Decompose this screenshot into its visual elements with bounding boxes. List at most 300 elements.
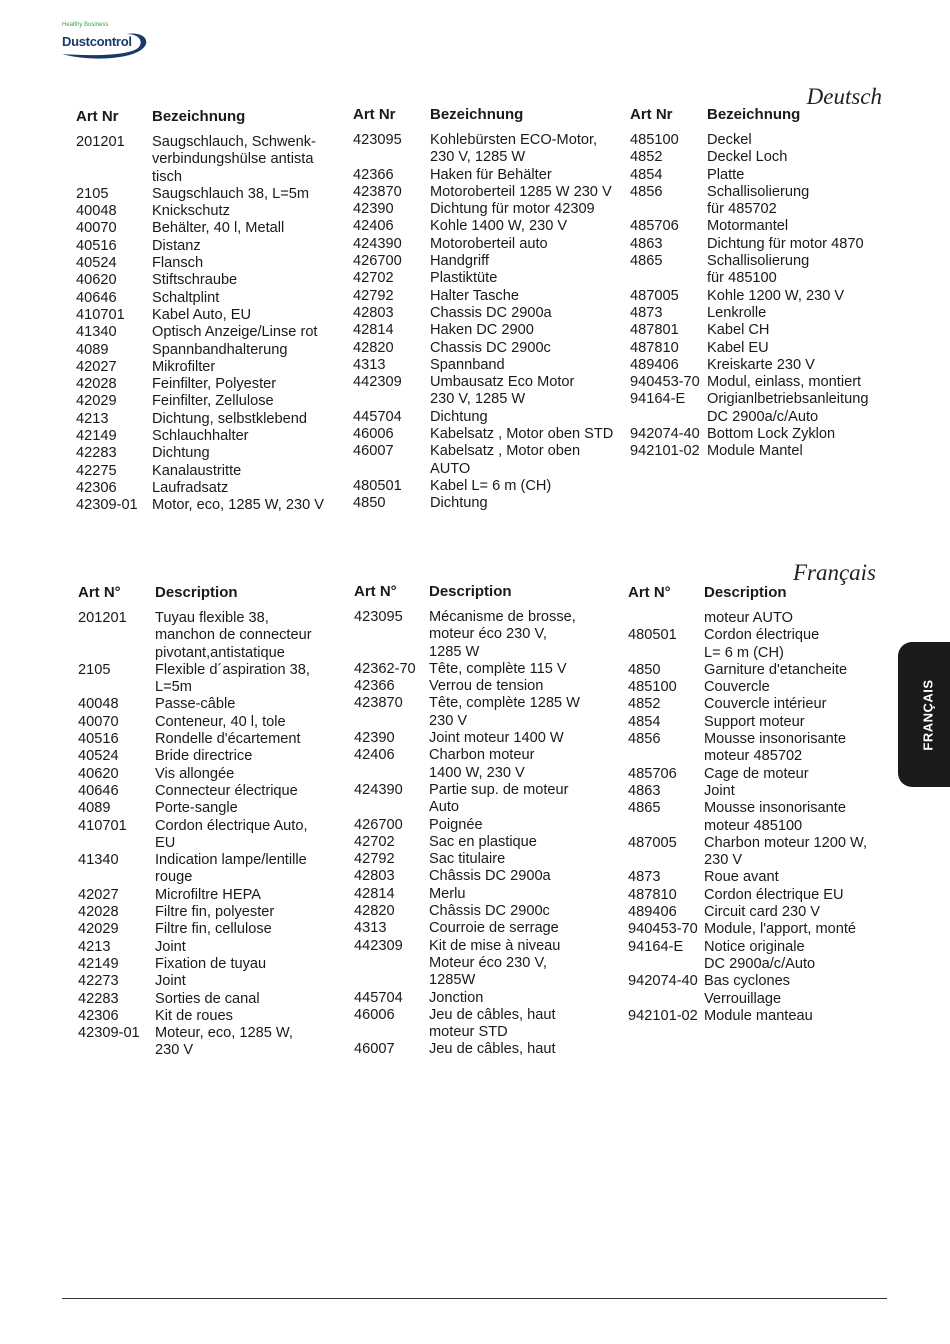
section-title-francais: Français bbox=[792, 560, 876, 585]
parts-row bbox=[628, 696, 890, 713]
parts-row bbox=[354, 886, 626, 903]
art-number: 445704 bbox=[353, 408, 402, 425]
art-number: 42814 bbox=[354, 885, 395, 902]
part-description: Garniture d'etancheite bbox=[704, 661, 848, 678]
part-description: Poignée bbox=[429, 816, 483, 833]
parts-row bbox=[76, 324, 346, 341]
part-description: Spannbandhalterung bbox=[152, 341, 288, 358]
parts-row bbox=[354, 903, 626, 920]
parts-row bbox=[353, 167, 629, 184]
art-number: 40070 bbox=[76, 220, 117, 237]
parts-row bbox=[76, 307, 346, 324]
part-description: Connecteur électrique bbox=[155, 782, 298, 799]
art-number: 46007 bbox=[354, 1041, 395, 1058]
parts-row bbox=[354, 868, 626, 885]
parts-row bbox=[353, 270, 629, 287]
part-description: Behälter, 40 l, Metall bbox=[152, 220, 285, 237]
header-art-number: Art Nr bbox=[353, 106, 396, 123]
header-art-number: Art N° bbox=[354, 583, 397, 600]
part-description: Module manteau bbox=[704, 1007, 813, 1024]
parts-row bbox=[353, 322, 629, 339]
art-number: 40620 bbox=[76, 272, 117, 289]
part-description: Kabel CH bbox=[707, 322, 770, 339]
part-description: Filtre fin, polyester bbox=[155, 904, 275, 921]
parts-list bbox=[628, 610, 890, 1025]
parts-row bbox=[76, 480, 346, 497]
art-number: 487801 bbox=[630, 322, 679, 339]
art-number: 42273 bbox=[78, 973, 119, 990]
art-number: 442309 bbox=[354, 937, 403, 954]
part-description: Kohle 1400 W, 230 V bbox=[430, 218, 568, 235]
parts-row bbox=[78, 800, 346, 817]
parts-row bbox=[628, 766, 890, 783]
art-number: 4856 bbox=[630, 183, 663, 200]
art-number: 42366 bbox=[354, 678, 395, 695]
art-number: 487810 bbox=[630, 339, 679, 356]
art-number: 942074-40 bbox=[628, 973, 698, 990]
parts-row bbox=[353, 305, 629, 322]
part-description: Charbon moteur 1200 W, 230 V bbox=[704, 834, 868, 869]
art-number: 2105 bbox=[76, 185, 109, 202]
part-description: Sac en plastique bbox=[429, 833, 537, 850]
part-description: Jeu de câbles, haut bbox=[429, 1041, 556, 1058]
part-description: Merlu bbox=[429, 885, 466, 902]
logo-brand: Dustcontrol bbox=[62, 34, 132, 49]
parts-row bbox=[78, 748, 346, 765]
part-description: Notice originale DC 2900a/c/Auto bbox=[704, 938, 816, 972]
part-description: Châssis DC 2900a bbox=[429, 868, 551, 885]
art-number: 42702 bbox=[354, 833, 395, 850]
art-number: 4856 bbox=[628, 731, 661, 748]
header-art-number: Art Nr bbox=[76, 108, 119, 125]
parts-row bbox=[354, 1041, 626, 1058]
art-number: 4213 bbox=[76, 410, 109, 427]
parts-row bbox=[628, 835, 890, 870]
part-description: Knickschutz bbox=[152, 203, 230, 220]
part-description: Fixation de tuyau bbox=[155, 955, 267, 972]
parts-row bbox=[78, 783, 346, 800]
art-number: 4854 bbox=[628, 713, 661, 730]
art-number: 4852 bbox=[630, 149, 663, 166]
art-number: 40620 bbox=[78, 765, 119, 782]
art-number: 42406 bbox=[353, 218, 394, 235]
part-description: Motoroberteil 1285 W 230 V bbox=[430, 183, 612, 200]
art-number: 942101-02 bbox=[630, 443, 700, 460]
art-number: 940453-70 bbox=[628, 921, 698, 938]
section-title-deutsch: Deutsch bbox=[806, 84, 882, 109]
parts-row bbox=[354, 938, 626, 990]
part-description: Jeu de câbles, haut moteur STD bbox=[429, 1006, 556, 1041]
parts-row bbox=[76, 342, 346, 359]
parts-row bbox=[354, 1007, 626, 1042]
part-description: Indication lampe/lentille rouge bbox=[155, 852, 307, 886]
parts-row bbox=[78, 696, 346, 713]
parts-row bbox=[76, 203, 346, 220]
parts-row bbox=[630, 357, 888, 374]
part-description: Schallisolierung für 485100 bbox=[707, 253, 810, 287]
art-number: 424390 bbox=[354, 781, 403, 798]
art-number: 94164-E bbox=[630, 391, 686, 408]
parts-row bbox=[628, 921, 890, 938]
art-number: 40646 bbox=[78, 782, 119, 799]
art-number: 42027 bbox=[78, 886, 119, 903]
footer-divider bbox=[62, 1298, 887, 1299]
parts-row bbox=[76, 376, 346, 393]
part-description: Platte bbox=[707, 166, 745, 183]
art-number: 4313 bbox=[353, 356, 386, 373]
part-description: Moteur, eco, 1285 W, 230 V bbox=[155, 1025, 293, 1059]
parts-row bbox=[353, 201, 629, 218]
parts-row bbox=[76, 220, 346, 237]
logo-tagline: Healthy Business bbox=[62, 22, 109, 28]
art-number: 42027 bbox=[76, 358, 117, 375]
parts-row bbox=[628, 731, 890, 766]
parts-row bbox=[354, 661, 626, 678]
parts-row bbox=[78, 904, 346, 921]
column-header bbox=[628, 584, 890, 606]
part-description: Schlauchhalter bbox=[152, 428, 249, 445]
parts-row bbox=[78, 921, 346, 938]
parts-row bbox=[353, 495, 629, 512]
parts-row bbox=[78, 973, 346, 990]
part-description: Kanalaustritte bbox=[152, 462, 242, 479]
art-number: 4089 bbox=[78, 800, 111, 817]
art-number: 94164-E bbox=[628, 938, 684, 955]
part-description: Mousse insonorisante moteur 485100 bbox=[704, 800, 846, 834]
art-number: 426700 bbox=[354, 816, 403, 833]
part-description: Rondelle d'écartement bbox=[155, 731, 301, 748]
dustcontrol-logo bbox=[60, 22, 152, 58]
part-description: Porte-sangle bbox=[155, 800, 238, 817]
parts-row bbox=[78, 939, 346, 956]
parts-row bbox=[630, 443, 888, 460]
art-number: 42275 bbox=[76, 462, 117, 479]
parts-row bbox=[628, 679, 890, 696]
parts-list bbox=[630, 132, 888, 461]
column-header bbox=[630, 106, 888, 128]
part-description: Saugschlauch 38, L=5m bbox=[152, 185, 309, 202]
art-number: 485100 bbox=[630, 132, 679, 148]
art-number: 46006 bbox=[354, 1006, 395, 1023]
parts-row bbox=[630, 167, 888, 184]
part-description: Plastiktüte bbox=[430, 270, 498, 287]
parts-list bbox=[354, 609, 626, 1059]
parts-row bbox=[76, 428, 346, 445]
art-number: 4865 bbox=[628, 800, 661, 817]
parts-row bbox=[78, 1025, 346, 1060]
parts-row bbox=[354, 678, 626, 695]
art-number: 201201 bbox=[76, 134, 125, 150]
part-description: Chassis DC 2900a bbox=[430, 304, 552, 321]
header-description: Description bbox=[429, 583, 512, 600]
art-number: 41340 bbox=[78, 852, 119, 869]
part-description: Dichtung bbox=[430, 495, 488, 512]
parts-row bbox=[353, 184, 629, 201]
parts-row bbox=[78, 818, 346, 853]
art-number: 485706 bbox=[630, 218, 679, 235]
art-number: 42283 bbox=[78, 990, 119, 1007]
part-description: Kit de mise à niveau Moteur éco 230 V, 1285W bbox=[429, 937, 561, 989]
art-number: 4850 bbox=[353, 495, 386, 512]
header-art-number: Art N° bbox=[78, 584, 121, 601]
art-number: 42390 bbox=[354, 730, 395, 747]
art-number: 40048 bbox=[78, 696, 119, 713]
parts-row bbox=[78, 887, 346, 904]
parts-row bbox=[628, 939, 890, 974]
art-number: 942101-02 bbox=[628, 1007, 698, 1024]
art-number: 445704 bbox=[354, 989, 403, 1006]
part-description: Mousse insonorisante moteur 485702 bbox=[704, 731, 846, 765]
art-number: 42803 bbox=[353, 304, 394, 321]
part-description: Feinfilter, Polyester bbox=[152, 376, 277, 393]
art-number: 4852 bbox=[628, 696, 661, 713]
art-number: 40524 bbox=[76, 255, 117, 272]
parts-row bbox=[76, 186, 346, 203]
parts-row bbox=[76, 238, 346, 255]
part-description: moteur AUTO bbox=[704, 610, 793, 626]
parts-row bbox=[630, 184, 888, 219]
parts-row bbox=[78, 662, 346, 697]
part-description: Partie sup. de moteur Auto bbox=[429, 781, 569, 816]
part-description: Umbausatz Eco Motor 230 V, 1285 W bbox=[430, 374, 575, 408]
part-description: Motormantel bbox=[707, 218, 789, 235]
parts-row bbox=[353, 253, 629, 270]
parts-row bbox=[354, 609, 626, 661]
art-number: 487810 bbox=[628, 886, 677, 903]
parts-row bbox=[354, 834, 626, 851]
part-description: Dichtung, selbstklebend bbox=[152, 410, 307, 427]
art-number: 485706 bbox=[628, 765, 677, 782]
art-number: 2105 bbox=[78, 661, 111, 678]
art-number: 4850 bbox=[628, 661, 661, 678]
parts-row bbox=[353, 357, 629, 374]
part-description: Cordon électrique L= 6 m (CH) bbox=[704, 627, 820, 661]
parts-row bbox=[76, 411, 346, 428]
column-header bbox=[76, 108, 346, 130]
part-description: Roue avant bbox=[704, 869, 779, 886]
part-description: Sac titulaire bbox=[429, 851, 506, 868]
part-description: Kabelsatz , Motor oben AUTO bbox=[430, 443, 581, 477]
part-description: Saugschlauch, Schwenk- verbindungshülse antista tisch bbox=[152, 134, 316, 185]
parts-row bbox=[76, 290, 346, 307]
part-description: Kohle 1200 W, 230 V bbox=[707, 287, 845, 304]
part-description: Dichtung bbox=[430, 408, 488, 425]
parts-row bbox=[353, 236, 629, 253]
parts-row bbox=[353, 374, 629, 409]
part-description: Dichtung für motor 4870 bbox=[707, 235, 864, 252]
art-number: 487005 bbox=[628, 834, 677, 851]
part-description: Joint bbox=[155, 973, 186, 990]
parts-row bbox=[628, 610, 890, 627]
parts-row bbox=[628, 887, 890, 904]
art-number: 4865 bbox=[630, 253, 663, 270]
parts-row bbox=[354, 747, 626, 782]
parts-row bbox=[353, 478, 629, 495]
parts-row bbox=[76, 497, 346, 514]
parts-row bbox=[628, 904, 890, 921]
art-number: 942074-40 bbox=[630, 426, 700, 443]
part-description: Motor, eco, 1285 W, 230 V bbox=[152, 497, 324, 514]
part-description: Kohlebürsten ECO-Motor, 230 V, 1285 W bbox=[430, 132, 598, 166]
art-number: 485100 bbox=[628, 679, 677, 696]
art-number: 40516 bbox=[78, 731, 119, 748]
art-number: 42149 bbox=[76, 428, 117, 445]
art-number: 46007 bbox=[353, 443, 394, 460]
art-number: 4873 bbox=[628, 869, 661, 886]
art-number: 42306 bbox=[78, 1007, 119, 1024]
part-description: Laufradsatz bbox=[152, 479, 229, 496]
part-description: Module, l'apport, monté bbox=[704, 921, 857, 938]
part-description: Joint moteur 1400 W bbox=[429, 730, 564, 747]
part-description: Bride directrice bbox=[155, 748, 253, 765]
part-description: Verrou de tension bbox=[429, 678, 544, 695]
part-description: Cage de moteur bbox=[704, 765, 809, 782]
parts-row bbox=[78, 956, 346, 973]
art-number: 424390 bbox=[353, 235, 402, 252]
part-description: Module Mantel bbox=[707, 443, 803, 460]
part-description: Dichtung bbox=[152, 445, 210, 462]
part-description: Conteneur, 40 l, tole bbox=[155, 713, 286, 730]
part-description: Châssis DC 2900c bbox=[429, 903, 550, 920]
art-number: 4854 bbox=[630, 166, 663, 183]
language-tab-francais bbox=[898, 642, 950, 787]
art-number: 940453-70 bbox=[630, 374, 700, 391]
parts-row bbox=[630, 322, 888, 339]
parts-row bbox=[78, 714, 346, 731]
part-description: Couvercle bbox=[704, 679, 770, 696]
parts-row bbox=[76, 445, 346, 462]
part-description: Flexible d´aspiration 38, L=5m bbox=[155, 661, 310, 696]
part-description: Cordon électrique EU bbox=[704, 886, 844, 903]
art-number: 42814 bbox=[353, 322, 394, 339]
art-number: 42309-01 bbox=[78, 1025, 140, 1042]
part-description: Modul, einlass, montiert bbox=[707, 374, 862, 391]
art-number: 42362-70 bbox=[354, 660, 416, 677]
header-art-number: Art Nr bbox=[630, 106, 673, 123]
header-description: Bezeichnung bbox=[430, 106, 524, 123]
parts-row bbox=[630, 253, 888, 288]
parts-row bbox=[353, 288, 629, 305]
parts-row bbox=[76, 255, 346, 272]
part-description: Jonction bbox=[429, 989, 484, 1006]
art-number: 410701 bbox=[76, 306, 125, 323]
parts-row bbox=[628, 869, 890, 886]
part-description: Dichtung für motor 42309 bbox=[430, 201, 595, 218]
art-number: 46006 bbox=[353, 426, 394, 443]
art-number: 4089 bbox=[76, 341, 109, 358]
part-description: Tête, complète 115 V bbox=[429, 660, 567, 677]
part-description: Sorties de canal bbox=[155, 990, 260, 1007]
parts-row bbox=[630, 426, 888, 443]
parts-row bbox=[78, 1008, 346, 1025]
column-header bbox=[353, 106, 629, 128]
parts-list bbox=[76, 134, 346, 515]
part-description: Microfiltre HEPA bbox=[155, 886, 261, 903]
part-description: Origianlbetriebsanleitung DC 2900a/c/Auto bbox=[707, 391, 869, 425]
part-description: Circuit card 230 V bbox=[704, 904, 820, 921]
part-description: Kit de roues bbox=[155, 1007, 233, 1024]
art-number: 4313 bbox=[354, 920, 387, 937]
art-number: 480501 bbox=[628, 627, 677, 644]
parts-row bbox=[353, 340, 629, 357]
art-number: 426700 bbox=[353, 253, 402, 270]
part-description: Motoroberteil auto bbox=[430, 235, 548, 252]
part-description: Mécanisme de brosse, moteur éco 230 V, 1285 W bbox=[429, 609, 576, 660]
column-header bbox=[354, 583, 626, 605]
art-number: 42820 bbox=[353, 339, 394, 356]
parts-row bbox=[354, 695, 626, 730]
parts-row bbox=[630, 149, 888, 166]
art-number: 4863 bbox=[628, 782, 661, 799]
art-number: 423870 bbox=[353, 183, 402, 200]
art-number: 423870 bbox=[354, 695, 403, 712]
art-number: 480501 bbox=[353, 477, 402, 494]
parts-row bbox=[630, 340, 888, 357]
language-tab-label: FRANÇAIS bbox=[920, 678, 936, 751]
parts-row bbox=[354, 782, 626, 817]
parts-row bbox=[76, 463, 346, 480]
header-art-number: Art N° bbox=[628, 584, 671, 601]
part-description: Haken für Behälter bbox=[430, 166, 552, 183]
part-description: Charbon moteur 1400 W, 230 V bbox=[429, 747, 535, 781]
part-description: Joint bbox=[155, 938, 186, 955]
parts-row bbox=[76, 272, 346, 289]
parts-row bbox=[76, 359, 346, 376]
art-number: 442309 bbox=[353, 374, 402, 391]
art-number: 42366 bbox=[353, 166, 394, 183]
part-description: Kabel Auto, EU bbox=[152, 306, 251, 323]
parts-row bbox=[76, 134, 346, 186]
art-number: 410701 bbox=[78, 817, 127, 834]
parts-row bbox=[630, 288, 888, 305]
art-number: 42702 bbox=[353, 270, 394, 287]
parts-row bbox=[354, 730, 626, 747]
art-number: 42028 bbox=[78, 904, 119, 921]
part-description: Haken DC 2900 bbox=[430, 322, 534, 339]
art-number: 42309-01 bbox=[76, 497, 138, 514]
parts-row bbox=[630, 374, 888, 391]
art-number: 42803 bbox=[354, 868, 395, 885]
part-description: Flansch bbox=[152, 255, 204, 272]
parts-row bbox=[78, 991, 346, 1008]
part-description: Kabel L= 6 m (CH) bbox=[430, 477, 552, 494]
art-number: 201201 bbox=[78, 610, 127, 626]
art-number: 4863 bbox=[630, 235, 663, 252]
part-description: Tuyau flexible 38, manchon de connecteur pivotant,antistatique bbox=[155, 610, 312, 661]
art-number: 42028 bbox=[76, 376, 117, 393]
part-description: Courroie de serrage bbox=[429, 920, 559, 937]
parts-row bbox=[354, 990, 626, 1007]
parts-row bbox=[353, 218, 629, 235]
art-number: 41340 bbox=[76, 324, 117, 341]
parts-row bbox=[628, 662, 890, 679]
part-description: Mikrofilter bbox=[152, 358, 216, 375]
part-description: Filtre fin, cellulose bbox=[155, 921, 272, 938]
art-number: 487005 bbox=[630, 287, 679, 304]
parts-row bbox=[630, 391, 888, 426]
parts-row bbox=[78, 610, 346, 662]
part-description: Deckel Loch bbox=[707, 149, 788, 166]
part-description: Stiftschraube bbox=[152, 272, 238, 289]
part-description: Schallisolierung für 485702 bbox=[707, 183, 810, 218]
part-description: Halter Tasche bbox=[430, 287, 519, 304]
parts-row bbox=[630, 305, 888, 322]
parts-row bbox=[628, 783, 890, 800]
header-description: Description bbox=[155, 584, 238, 601]
parts-row bbox=[353, 426, 629, 443]
art-number: 42820 bbox=[354, 903, 395, 920]
parts-row bbox=[353, 132, 629, 167]
